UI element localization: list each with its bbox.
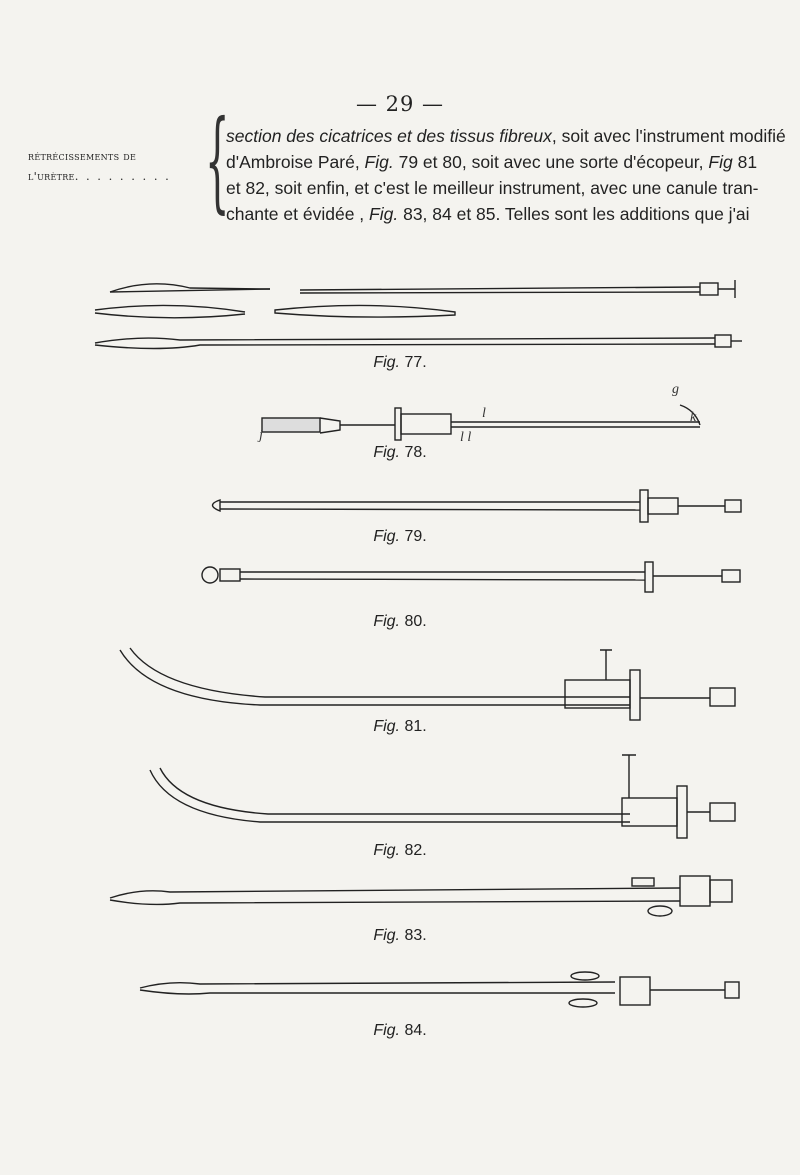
caption-fig79: Fig. 79. bbox=[373, 528, 427, 545]
fig77-instrument-top bbox=[110, 280, 735, 298]
margin-note-line2: l'urètre bbox=[28, 169, 75, 183]
text-line1-rest: , soit avec l'instrument modifié bbox=[551, 126, 786, 146]
fig82-instrument bbox=[150, 755, 735, 838]
fig84-instrument bbox=[140, 972, 739, 1007]
caption-fig81: Fig. 81. bbox=[373, 718, 427, 735]
fig80-instrument bbox=[202, 562, 740, 592]
text-italic-phrase: section des cicatrices et des tissus fibreux bbox=[226, 126, 552, 146]
text-line2-a: d'Ambroise Paré, bbox=[226, 152, 365, 172]
text-fig-ref: Fig. bbox=[364, 152, 394, 172]
fig78-instrument bbox=[262, 405, 700, 440]
caption-fig82: Fig. 82. bbox=[373, 842, 427, 859]
fig78-letter-g: g bbox=[672, 382, 679, 397]
fig77-instrument-bottom bbox=[95, 335, 742, 349]
text-fig-ref3: Fig. bbox=[369, 204, 399, 224]
page-number: — 29 — bbox=[355, 92, 445, 116]
fig77-instrument-mid bbox=[95, 305, 455, 317]
fig78-letter-j: j bbox=[259, 428, 263, 443]
text-line3: et 82, soit enfin, et c'est le meilleur instrument, avec une canule tran- bbox=[226, 178, 759, 198]
text-line4-a: chante et évidée , bbox=[226, 204, 370, 224]
text-line2-b: 79 et 80, soit avec une sorte d'écopeur, bbox=[393, 152, 709, 172]
text-line4-b: 83, 84 et 85. Telles sont les additions que j'ai bbox=[398, 204, 750, 224]
fig78-letter-ll: l l bbox=[460, 430, 472, 445]
caption-fig78: Fig. 78. bbox=[373, 444, 427, 461]
caption-fig80: Fig. 80. bbox=[373, 613, 427, 630]
fig78-letter-k: k bbox=[690, 410, 697, 425]
fig81-instrument bbox=[120, 648, 735, 720]
caption-fig84: Fig. 84. bbox=[373, 1022, 427, 1039]
caption-fig83: Fig. 83. bbox=[373, 927, 427, 944]
fig79-instrument bbox=[213, 490, 742, 522]
fig83-instrument bbox=[110, 876, 732, 916]
margin-note-line1: rétrécissements de bbox=[28, 149, 137, 163]
margin-note-dots: . . . . . . . . . bbox=[74, 169, 171, 183]
text-line2-c: 81 bbox=[732, 152, 758, 172]
brace-icon: { bbox=[205, 96, 230, 224]
fig78-letter-l: l bbox=[482, 406, 486, 421]
caption-fig77: Fig. 77. bbox=[373, 354, 427, 371]
text-fig-ref2: Fig bbox=[708, 152, 733, 172]
